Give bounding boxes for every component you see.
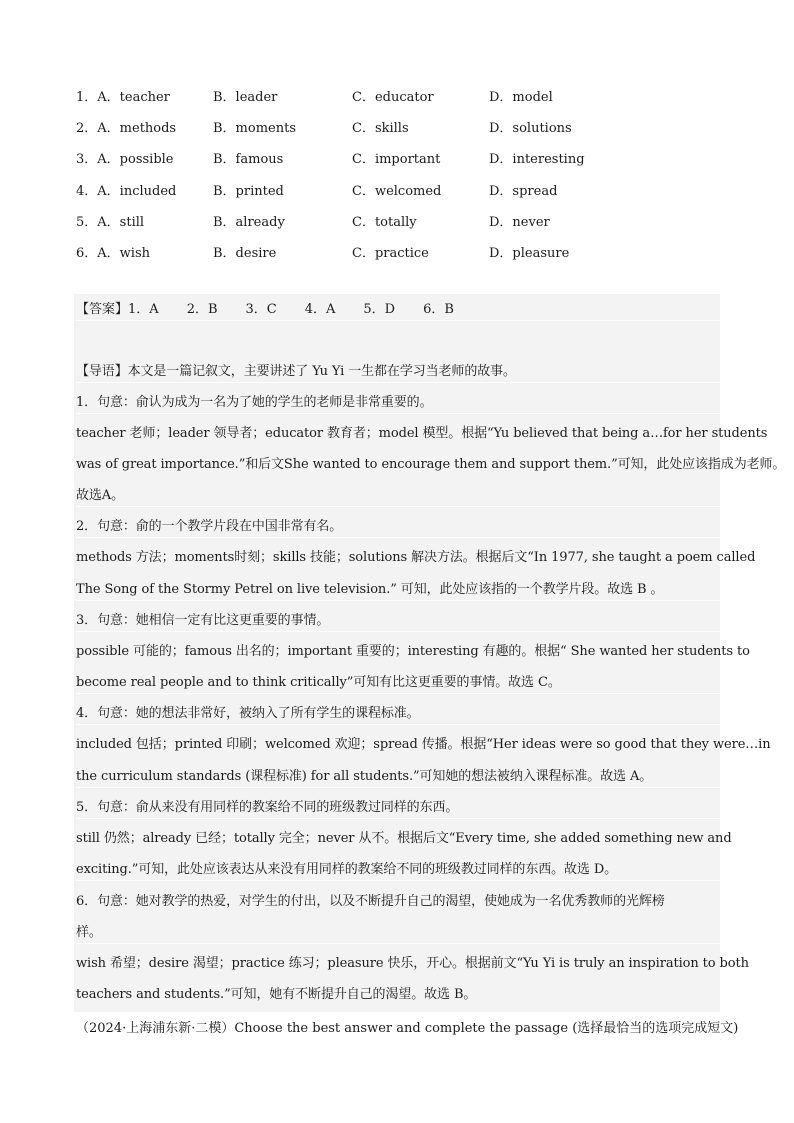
option-d: D．spread bbox=[489, 183, 558, 199]
option-d: D．model bbox=[489, 90, 553, 106]
option-row bbox=[76, 205, 726, 236]
next-question-heading: （2024·上海浦东新·二模）Choose the best answer and complete the passage (选择最恰当的选项完成短文) bbox=[76, 1021, 739, 1036]
answer-item: 4．A bbox=[304, 302, 336, 317]
explanation-line: 2．句意：俞的一个教学片段在中国非常有名。 bbox=[76, 517, 720, 538]
option-a: 6．A．wish bbox=[76, 246, 150, 262]
explanation-line: 5．句意：俞从来没有用同样的教案给不同的班级教过同样的东西。 bbox=[76, 798, 720, 819]
option-c: C．totally bbox=[352, 214, 417, 230]
explanation-line: included 包括；printed 印刷；welcomed 欢迎；spread 传播。根据“Her ideas were so good that they were…in bbox=[76, 737, 771, 752]
explanation-line: 4．句意：她的想法非常好，被纳入了所有学生的课程标准。 bbox=[76, 704, 720, 725]
explanation-line: methods 方法；moments时刻；skills 技能；solutions 解决方法。根据后文“In 1977, she taught a poem called bbox=[76, 550, 756, 565]
option-a: 4．A．included bbox=[76, 183, 177, 199]
answer-label: 【答案】 bbox=[76, 302, 129, 317]
answer-item: 2．B bbox=[186, 302, 218, 317]
option-d: D．never bbox=[489, 214, 550, 230]
option-c: C．welcomed bbox=[352, 183, 442, 199]
explanation-line: teacher 老师；leader 领导者；educator 教育者；model 模型。根据“Yu believed that being a…for her students bbox=[76, 426, 768, 441]
option-b: B．leader bbox=[213, 90, 278, 106]
explanation-line: still 仍然；already 已经；totally 完全；never 从不。根据后文“Every time, she added something new and bbox=[76, 831, 732, 846]
option-row bbox=[76, 174, 726, 205]
answer-item: 5．D bbox=[363, 302, 396, 317]
option-row bbox=[76, 80, 726, 111]
option-row bbox=[76, 111, 726, 142]
options-list bbox=[76, 80, 726, 267]
explanation-line: The Song of the Stormy Petrel on live television.” 可知，此处应该指的一个教学片段。故选 B 。 bbox=[76, 580, 720, 601]
explanation-line: the curriculum standards (课程标准) for all students.”可知她的想法被纳入课程标准。故选 A。 bbox=[76, 767, 720, 788]
option-c: C．important bbox=[352, 152, 441, 168]
answer-key bbox=[76, 300, 720, 321]
option-a: 1．A．teacher bbox=[76, 90, 170, 106]
explanation-line: possible 可能的；famous 出名的；important 重要的；interesting 有趣的。根据“ She wanted her students to bbox=[76, 644, 750, 659]
option-c: C．skills bbox=[352, 121, 409, 137]
explanation-line: 故选A。 bbox=[76, 486, 720, 507]
option-row bbox=[76, 142, 726, 173]
explanation-line: teachers and students.”可知，她有不断提升自己的渴望。故选 B。 bbox=[76, 987, 477, 1002]
option-b: B．printed bbox=[213, 183, 284, 199]
explanation-line: 3．句意：她相信一定有比这更重要的事情。 bbox=[76, 611, 720, 632]
option-d: D．solutions bbox=[489, 121, 572, 137]
option-b: B．moments bbox=[213, 121, 296, 137]
explanation-line: exciting.”可知，此处应该表达从来没有用同样的教案给不同的班级教过同样的东西。故选 D。 bbox=[76, 860, 720, 881]
explanation-line: 1．句意：俞认为成为一名为了她的学生的老师是非常重要的。 bbox=[76, 393, 720, 414]
option-c: C．educator bbox=[352, 90, 434, 106]
option-row bbox=[76, 236, 726, 267]
explanation-line: 样。 bbox=[76, 923, 720, 944]
explanation-line: wish 希望；desire 渴望；practice 练习；pleasure 快乐，开心。根据前文“Yu Yi is truly an inspiration to both bbox=[76, 956, 749, 971]
explanation-line: was of great importance.”和后文She wanted to encourage them and support them.”可知，此处应该指成为老师。 bbox=[76, 457, 786, 472]
answer-item: 6．B bbox=[423, 302, 454, 317]
option-c: C．practice bbox=[352, 246, 429, 262]
option-b: B．desire bbox=[213, 246, 277, 262]
guide-intro: 【导语】本文是一篇记叙文，主要讲述了 Yu Yi 一生都在学习当老师的故事。 bbox=[76, 362, 720, 383]
explanation-line: become real people and to think critically”可知有比这更重要的事情。故选 C。 bbox=[76, 673, 720, 694]
answer-item: 3．C bbox=[245, 302, 277, 317]
explanation-line: 6．句意：她对教学的热爱，对学生的付出，以及不断提升自己的渴望，使她成为一名优秀教师的光辉榜 bbox=[76, 894, 665, 909]
option-a: 5．A．still bbox=[76, 214, 145, 230]
option-b: B．already bbox=[213, 214, 285, 230]
answer-item: 1．A bbox=[128, 302, 159, 317]
option-a: 2．A．methods bbox=[76, 121, 177, 137]
option-d: D．interesting bbox=[489, 152, 585, 168]
option-d: D．pleasure bbox=[489, 246, 570, 262]
option-a: 3．A．possible bbox=[76, 152, 174, 168]
option-b: B．famous bbox=[213, 152, 284, 168]
